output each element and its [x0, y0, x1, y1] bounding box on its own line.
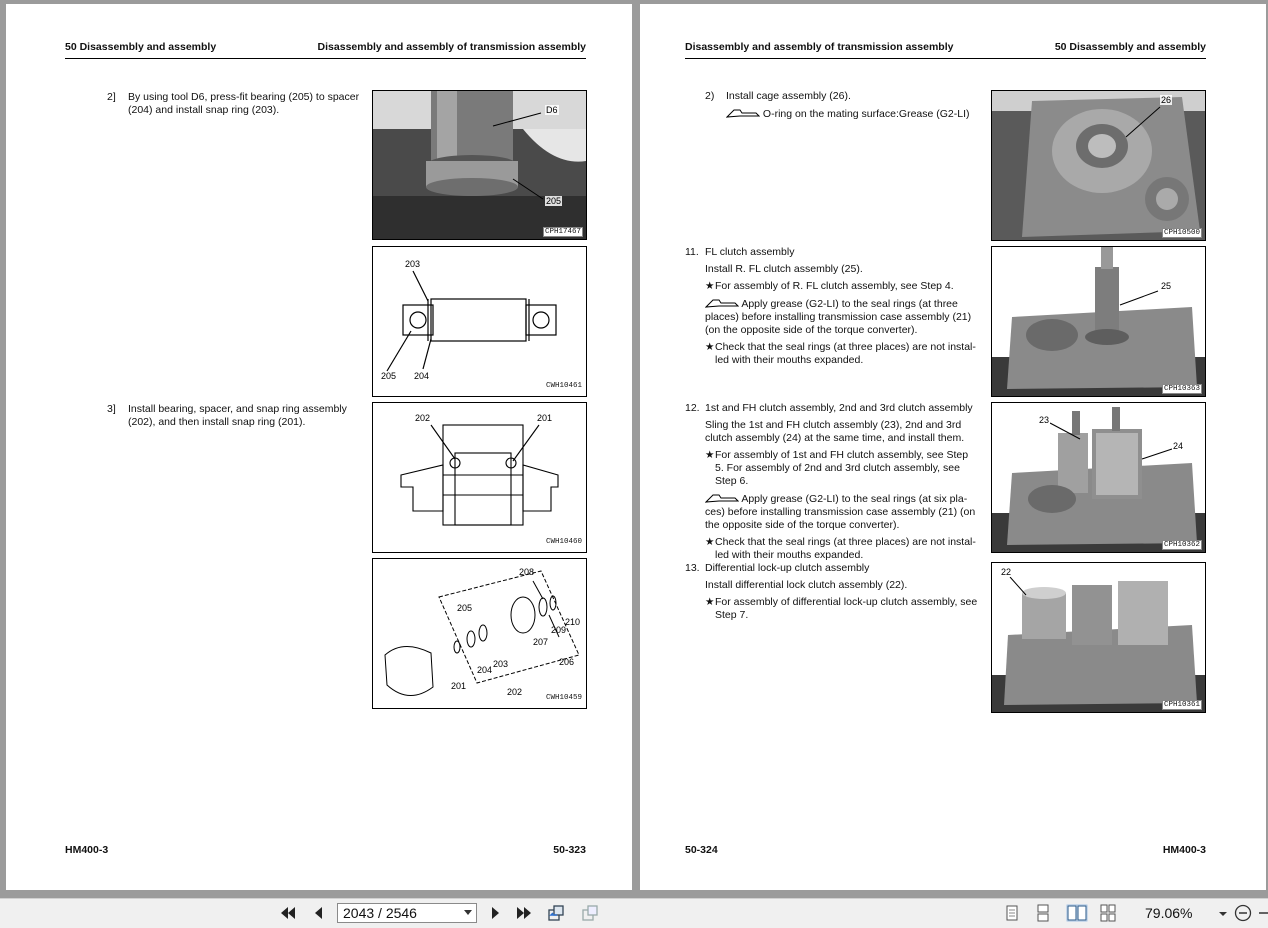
first-page-icon — [279, 904, 297, 922]
callout-label: 24 — [1173, 441, 1184, 451]
footer-page-number: 50-323 — [553, 844, 586, 856]
section-drawing-art — [373, 403, 586, 552]
note-text: For assembly of 1st and FH clutch assembly, see Step — [715, 449, 969, 461]
continuous-view-button[interactable] — [1034, 904, 1052, 922]
callout-label: 206 — [559, 657, 575, 667]
callout-label: 208 — [519, 567, 535, 577]
grease-note-text: Apply grease (G2-LI) to the seal rings (at three — [741, 298, 958, 310]
grease-note-text: ces) before installing transmission case assembly (21) (on — [705, 506, 976, 518]
clutch-assemblies-photo-art — [992, 403, 1205, 552]
step-text — [128, 91, 368, 117]
grease-gun-icon — [705, 492, 739, 503]
callout-label: 204 — [414, 371, 430, 381]
star-icon: ★ — [705, 536, 715, 548]
header-section: 50 Disassembly and assembly — [65, 41, 217, 53]
footer-page-number: 50-324 — [685, 844, 718, 856]
header-title: Disassembly and assembly of transmission assembly — [685, 41, 954, 53]
step-line: clutch assembly (24) at the same time, and install them. — [705, 432, 965, 444]
figure-bearing-drawing — [372, 246, 587, 397]
page-header — [65, 41, 586, 59]
zoom-dropdown-button[interactable] — [1218, 904, 1228, 922]
figure-photo-press-fit — [372, 90, 587, 240]
figure-code: CWH10459 — [545, 694, 582, 702]
note-text: For assembly of R. FL clutch assembly, see Step 4. — [715, 280, 954, 292]
callout-label: 207 — [533, 637, 549, 647]
note-text: Step 7. — [715, 609, 749, 621]
step-title: Differential lock-up clutch assembly — [705, 562, 870, 574]
footer-model: HM400-3 — [65, 844, 109, 856]
go-back-view-icon — [547, 904, 565, 922]
page-number-value: 2043 / 2546 — [343, 905, 417, 921]
callout-label: 205 — [546, 196, 562, 206]
note-line — [705, 341, 980, 354]
note-line — [705, 596, 980, 609]
step-line: Install bearing, spacer, and snap ring assembly — [128, 403, 347, 415]
zoom-out-button[interactable] — [1234, 904, 1252, 922]
grease-note — [705, 492, 980, 506]
note-text: Step 6. — [715, 475, 749, 487]
callout-label: D6 — [546, 105, 558, 115]
cage-photo-art — [992, 91, 1205, 240]
figure-photo-cage — [991, 90, 1206, 241]
figure-section-drawing — [372, 402, 587, 553]
callout-label: 201 — [537, 413, 553, 423]
callout-label: 205 — [457, 603, 473, 613]
two-page-continuous-view-button[interactable] — [1099, 904, 1117, 922]
callout-label: 203 — [493, 659, 509, 669]
step-title: FL clutch assembly — [705, 246, 795, 258]
single-page-view-icon — [1003, 904, 1021, 922]
step-text — [726, 90, 986, 121]
figure-photo-fl-clutch — [991, 246, 1206, 397]
chevron-down-icon[interactable] — [464, 910, 472, 915]
step-line: Sling the 1st and FH clutch assembly (23), 2nd and 3rd — [705, 419, 962, 431]
zoom-out-icon — [1234, 904, 1252, 922]
grease-note-text: Apply grease (G2-LI) to the seal rings (at six pla- — [741, 493, 968, 505]
grease-gun-icon — [705, 297, 739, 308]
next-page-icon — [486, 904, 504, 922]
page-number-input[interactable] — [337, 903, 477, 923]
step-line: Install R. FL clutch assembly (25). — [705, 263, 863, 275]
grease-note — [726, 107, 986, 121]
last-page-icon — [515, 904, 533, 922]
callout-label: 202 — [507, 687, 523, 697]
star-icon: ★ — [705, 280, 715, 292]
step-text — [705, 562, 980, 622]
figure-photo-clutch-assemblies — [991, 402, 1206, 553]
two-page-continuous-view-icon — [1099, 904, 1117, 922]
page-header — [685, 41, 1206, 59]
step-title: 1st and FH clutch assembly, 2nd and 3rd clutch assembly — [705, 402, 973, 414]
chevron-down-icon — [1218, 904, 1228, 922]
header-section: 50 Disassembly and assembly — [1054, 41, 1206, 53]
page-footer — [65, 844, 586, 858]
two-page-view-icon — [1066, 904, 1088, 922]
step-line: By using tool D6, press-fit bearing (205) to spacer — [128, 91, 360, 103]
note-line — [705, 449, 980, 462]
star-icon: ★ — [705, 596, 715, 608]
continuous-view-icon — [1034, 904, 1052, 922]
step-number: 2] — [107, 91, 116, 103]
grease-gun-icon — [726, 107, 760, 118]
note-text: 5. For assembly of 2nd and 3rd clutch assembly, see — [715, 462, 960, 474]
fl-clutch-photo-art — [992, 247, 1205, 396]
go-forward-view-button[interactable] — [581, 904, 599, 922]
step-line: Install differential lock clutch assembly (22). — [705, 579, 908, 591]
callout-label: 22 — [1001, 567, 1012, 577]
note-text: led with their mouths expanded. — [715, 354, 864, 366]
figure-code: CPH10363 — [1163, 385, 1200, 393]
document-page-right — [640, 4, 1266, 890]
step-number: 3] — [107, 403, 116, 415]
document-page-left — [6, 4, 632, 890]
step-number: 11. — [685, 246, 699, 258]
figure-code: CPH10361 — [1163, 701, 1200, 709]
step-line: (202), and then install snap ring (201). — [128, 416, 306, 428]
step-title: Install cage assembly (26). — [726, 90, 851, 102]
callout-label: 209 — [551, 625, 567, 635]
grease-note-text: the opposite side of the torque converter). — [705, 519, 900, 531]
step-text — [705, 402, 980, 562]
go-back-view-button[interactable] — [547, 904, 565, 922]
figure-photo-diff-lock-clutch — [991, 562, 1206, 713]
viewer-toolbar — [0, 898, 1268, 928]
two-page-view-button[interactable] — [1066, 904, 1088, 922]
step-number: 2) — [705, 90, 715, 102]
bearing-drawing-art — [373, 247, 586, 396]
step-line: (204) and install snap ring (203). — [128, 104, 280, 116]
star-icon: ★ — [705, 341, 715, 353]
grease-note-text: places) before installing transmission case assembly (21) — [705, 311, 972, 323]
next-page-button[interactable] — [486, 904, 504, 922]
single-page-view-button[interactable] — [1003, 904, 1021, 922]
step-number: 12. — [685, 402, 700, 414]
note-line — [705, 280, 980, 293]
figure-exploded-drawing — [372, 558, 587, 709]
zoom-in-button[interactable] — [1257, 904, 1268, 922]
figure-code: CWH10460 — [545, 538, 582, 546]
figure-code: CPH10500 — [1163, 229, 1200, 237]
star-icon: ★ — [705, 449, 715, 461]
note-line — [705, 536, 980, 549]
header-title: Disassembly and assembly of transmission assembly — [317, 41, 586, 53]
previous-page-icon — [310, 904, 328, 922]
note-text: For assembly of differential lock-up clutch assembly, see — [715, 596, 978, 608]
previous-page-button[interactable] — [310, 904, 328, 922]
callout-label: 25 — [1161, 281, 1172, 291]
note-text: Check that the seal rings (at three places) are not instal- — [715, 536, 976, 548]
callout-label: 202 — [415, 413, 431, 423]
footer-model: HM400-3 — [1162, 844, 1206, 856]
last-page-button[interactable] — [515, 904, 533, 922]
grease-note-text: (on the opposite side of the torque converter). — [705, 324, 918, 336]
figure-code: CPH17467 — [544, 228, 581, 236]
diff-lock-clutch-photo-art — [992, 563, 1205, 712]
callout-label: 204 — [477, 665, 493, 675]
page-footer — [685, 844, 1206, 858]
step-text — [705, 246, 980, 367]
callout-label: 205 — [381, 371, 397, 381]
note-text: led with their mouths expanded. — [715, 549, 864, 561]
zoom-in-icon — [1257, 904, 1268, 922]
grease-note — [705, 297, 980, 311]
callout-label: 23 — [1039, 415, 1050, 425]
callout-label: 201 — [451, 681, 467, 691]
grease-note-text: O-ring on the mating surface:Grease (G2-LI) — [762, 108, 970, 120]
figure-code: CWH10461 — [545, 382, 582, 390]
note-text: Check that the seal rings (at three places) are not instal- — [715, 341, 976, 353]
figure-code: CPH10362 — [1163, 541, 1200, 549]
callout-label: 210 — [565, 617, 581, 627]
step-text — [128, 403, 368, 429]
step-number: 13. — [685, 562, 700, 574]
callout-label: 203 — [405, 259, 421, 269]
first-page-button[interactable] — [279, 904, 297, 922]
zoom-level[interactable]: 79.06% — [1145, 905, 1193, 921]
callout-label: 26 — [1161, 95, 1172, 105]
go-forward-view-icon — [581, 904, 599, 922]
